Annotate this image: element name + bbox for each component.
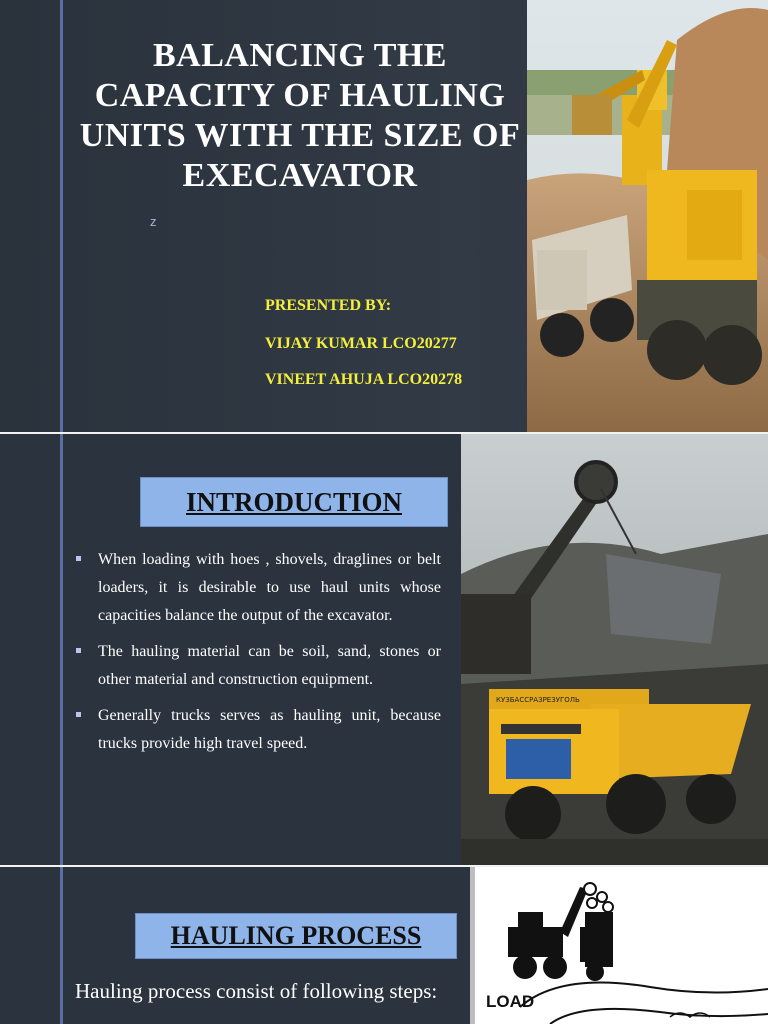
introduction-slide: [0, 434, 768, 865]
presenter-1: VIJAY KUMAR LCO20277: [265, 335, 457, 352]
bullet-text: The hauling material can be soil, sand, stones or other material and construction equipment.: [98, 643, 441, 688]
mining-dump-truck-photo: [461, 434, 768, 865]
bullet-text: Generally trucks serves as hauling unit, because trucks provide high travel speed.: [98, 707, 441, 752]
slide-accent-line: [60, 434, 63, 865]
bullet-icon: [76, 712, 81, 717]
slide-title: BALANCING THE CAPACITY OF HAULING UNITS WITH THE SIZE OF EXECAVATOR: [79, 37, 521, 194]
load-label: LOAD: [486, 992, 535, 1011]
slide-accent-line: [60, 0, 63, 432]
hauling-process-slide: [0, 867, 768, 1024]
hauling-process-text: Hauling process consist of following steps:: [75, 979, 438, 1003]
z-mark: z: [150, 214, 157, 229]
introduction-heading: INTRODUCTION: [140, 477, 448, 527]
truck-label: КУЗБАССРАЗРЕЗУГОЛЬ: [496, 696, 580, 704]
hauling-cycle-diagram: [470, 867, 768, 1024]
bullet-text: When loading with hoes , shovels, draglines or belt loaders, it is desirable to use haul units whose capacities balance the output of the excavator.: [98, 551, 441, 624]
excavator-truck-photo: [527, 0, 768, 432]
hauling-process-heading: HAULING PROCESS: [135, 913, 457, 959]
presenter-2: VINEET AHUJA LCO20278: [265, 371, 463, 388]
list-item: [76, 638, 441, 694]
title-slide: [0, 0, 768, 432]
introduction-bullets: [76, 546, 441, 766]
bullet-icon: [76, 648, 81, 653]
bullet-icon: [76, 556, 81, 561]
list-item: [76, 546, 441, 630]
list-item: [76, 702, 441, 758]
slide-accent-line: [60, 867, 63, 1024]
presented-by-label: PRESENTED BY:: [265, 297, 392, 314]
